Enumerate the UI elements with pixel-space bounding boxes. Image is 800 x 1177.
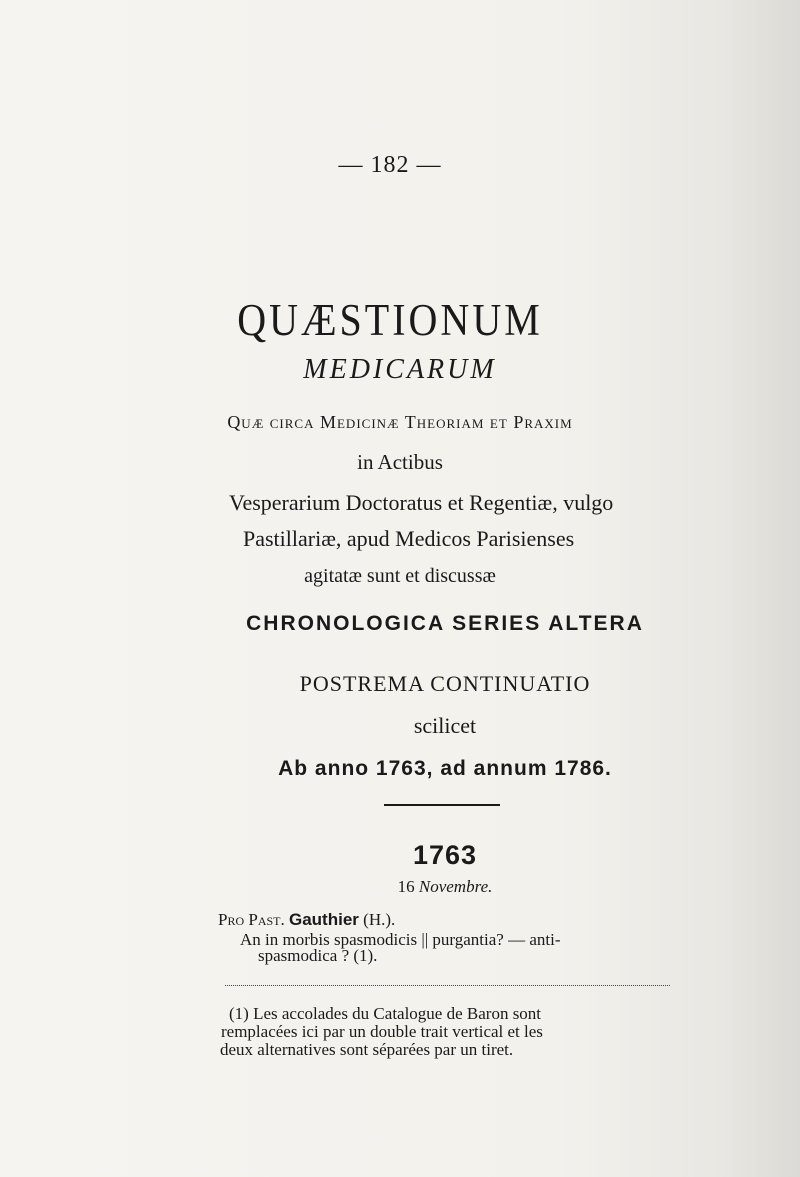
intro-smallcaps: Quæ circa Medicinæ Theoriam et Praxim [227,412,573,432]
subtitle: MEDICARUM [303,354,497,385]
year-heading: 1763 [412,840,478,870]
footnote-line-3: deux alternatives sont séparées par un tiret. [220,1040,514,1059]
entry-role: Pro Past. [218,910,285,929]
title: QUÆSTIONUM [237,293,543,346]
entry-initial: (H.). [363,910,396,929]
section-rule [384,804,500,806]
entry-date [0,877,800,897]
date-range: Ab anno 1763, ad annum 1786. [278,757,612,780]
page-number: — 182 — [338,152,442,178]
intro-line: in Actibus [357,450,443,474]
footnote-line-2: remplacées ici par un double trait vertical et les [221,1022,543,1041]
entry-author: Gauthier [289,910,359,929]
series-heading: CHRONOLOGICA SERIES ALTERA [246,612,644,635]
entry-question-line-1: An in morbis spasmodicis || purgantia? — anti- [240,930,561,949]
entry-author-line [218,910,395,930]
footnote-separator [225,985,670,986]
continuation-heading: POSTREMA CONTINUATIO [299,671,591,696]
body-line-2: Pastillariæ, apud Medicos Parisienses [243,526,575,551]
entry-month: Novembre. [418,877,493,896]
entry-day: 16 [397,877,415,896]
body-line-1: Vesperarium Doctoratus et Regentiæ, vulgo [229,490,614,515]
scilicet-line: scilicet [413,713,477,738]
footnote-line-1: (1) Les accolades du Catalogue de Baron sont [229,1004,542,1023]
body-line-3: agitatæ sunt et discussæ [304,565,496,587]
entry-question-line-2: spasmodica ? (1). [258,946,378,965]
